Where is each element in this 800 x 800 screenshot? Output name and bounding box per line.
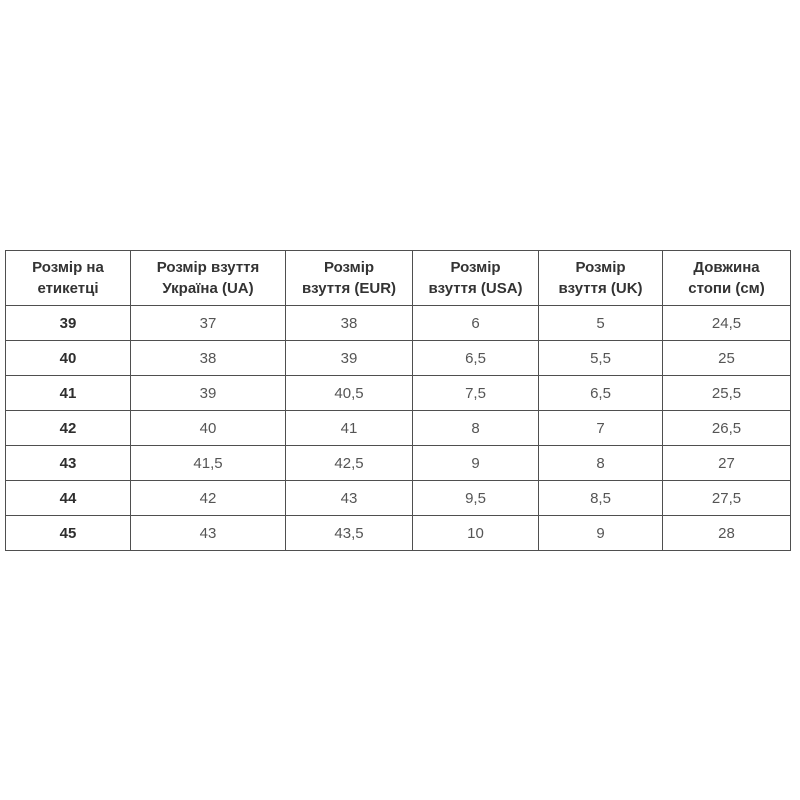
table-cell: 5 bbox=[539, 306, 663, 341]
column-header bbox=[663, 251, 791, 306]
table-row bbox=[6, 446, 791, 481]
table-row bbox=[6, 306, 791, 341]
row-label-cell: 44 bbox=[6, 481, 131, 516]
table-row bbox=[6, 481, 791, 516]
table-cell: 25,5 bbox=[663, 376, 791, 411]
column-header-line: Розмір на bbox=[32, 259, 104, 276]
table-cell: 40,5 bbox=[286, 376, 413, 411]
table-row bbox=[6, 411, 791, 446]
column-header-line: Довжина bbox=[693, 259, 760, 276]
column-header-line: Розмір bbox=[575, 259, 626, 276]
table-cell: 25 bbox=[663, 341, 791, 376]
table-cell: 43 bbox=[286, 481, 413, 516]
table-cell: 43,5 bbox=[286, 516, 413, 551]
table-cell: 6 bbox=[413, 306, 539, 341]
table-cell: 43 bbox=[131, 516, 286, 551]
table-cell: 26,5 bbox=[663, 411, 791, 446]
table-cell: 7 bbox=[539, 411, 663, 446]
table-header bbox=[6, 251, 791, 306]
column-header-line: взуття (USA) bbox=[428, 280, 523, 297]
column-header-line: Розмір bbox=[450, 259, 501, 276]
row-label-cell: 42 bbox=[6, 411, 131, 446]
table-cell: 8,5 bbox=[539, 481, 663, 516]
column-header-line: етикетці bbox=[37, 280, 99, 297]
column-header-line: взуття (UK) bbox=[558, 280, 643, 297]
column-header bbox=[539, 251, 663, 306]
table-row bbox=[6, 376, 791, 411]
table-cell: 9 bbox=[413, 446, 539, 481]
column-header bbox=[131, 251, 286, 306]
table-body bbox=[6, 306, 791, 551]
table-cell: 39 bbox=[131, 376, 286, 411]
table-cell: 6,5 bbox=[413, 341, 539, 376]
shoe-size-conversion-table bbox=[5, 250, 791, 551]
column-header bbox=[286, 251, 413, 306]
row-label-cell: 40 bbox=[6, 341, 131, 376]
row-label-cell: 45 bbox=[6, 516, 131, 551]
table-cell: 42,5 bbox=[286, 446, 413, 481]
column-header bbox=[413, 251, 539, 306]
table-cell: 38 bbox=[131, 341, 286, 376]
column-header-line: Розмір bbox=[323, 259, 375, 276]
table-cell: 10 bbox=[413, 516, 539, 551]
column-header-line: Україна (UA) bbox=[162, 280, 254, 297]
table-cell: 39 bbox=[286, 341, 413, 376]
table-cell: 28 bbox=[663, 516, 791, 551]
table-cell: 8 bbox=[539, 446, 663, 481]
column-header bbox=[6, 251, 131, 306]
row-label-cell: 43 bbox=[6, 446, 131, 481]
table-header-row bbox=[6, 251, 791, 306]
table-cell: 41 bbox=[286, 411, 413, 446]
table-cell: 37 bbox=[131, 306, 286, 341]
table-cell: 9,5 bbox=[413, 481, 539, 516]
row-label-cell: 41 bbox=[6, 376, 131, 411]
table-cell: 5,5 bbox=[539, 341, 663, 376]
table-row bbox=[6, 516, 791, 551]
column-header-line: стопи (см) bbox=[688, 280, 765, 297]
table-cell: 38 bbox=[286, 306, 413, 341]
column-header-line: Розмір взуття bbox=[156, 259, 260, 276]
table-cell: 24,5 bbox=[663, 306, 791, 341]
table-cell: 42 bbox=[131, 481, 286, 516]
table-cell: 27 bbox=[663, 446, 791, 481]
table-row bbox=[6, 341, 791, 376]
table-cell: 41,5 bbox=[131, 446, 286, 481]
column-header-line: взуття (EUR) bbox=[301, 280, 397, 297]
row-label-cell: 39 bbox=[6, 306, 131, 341]
table-cell: 8 bbox=[413, 411, 539, 446]
table-cell: 6,5 bbox=[539, 376, 663, 411]
table-cell: 27,5 bbox=[663, 481, 791, 516]
table-cell: 9 bbox=[539, 516, 663, 551]
table-cell: 7,5 bbox=[413, 376, 539, 411]
table-cell: 40 bbox=[131, 411, 286, 446]
